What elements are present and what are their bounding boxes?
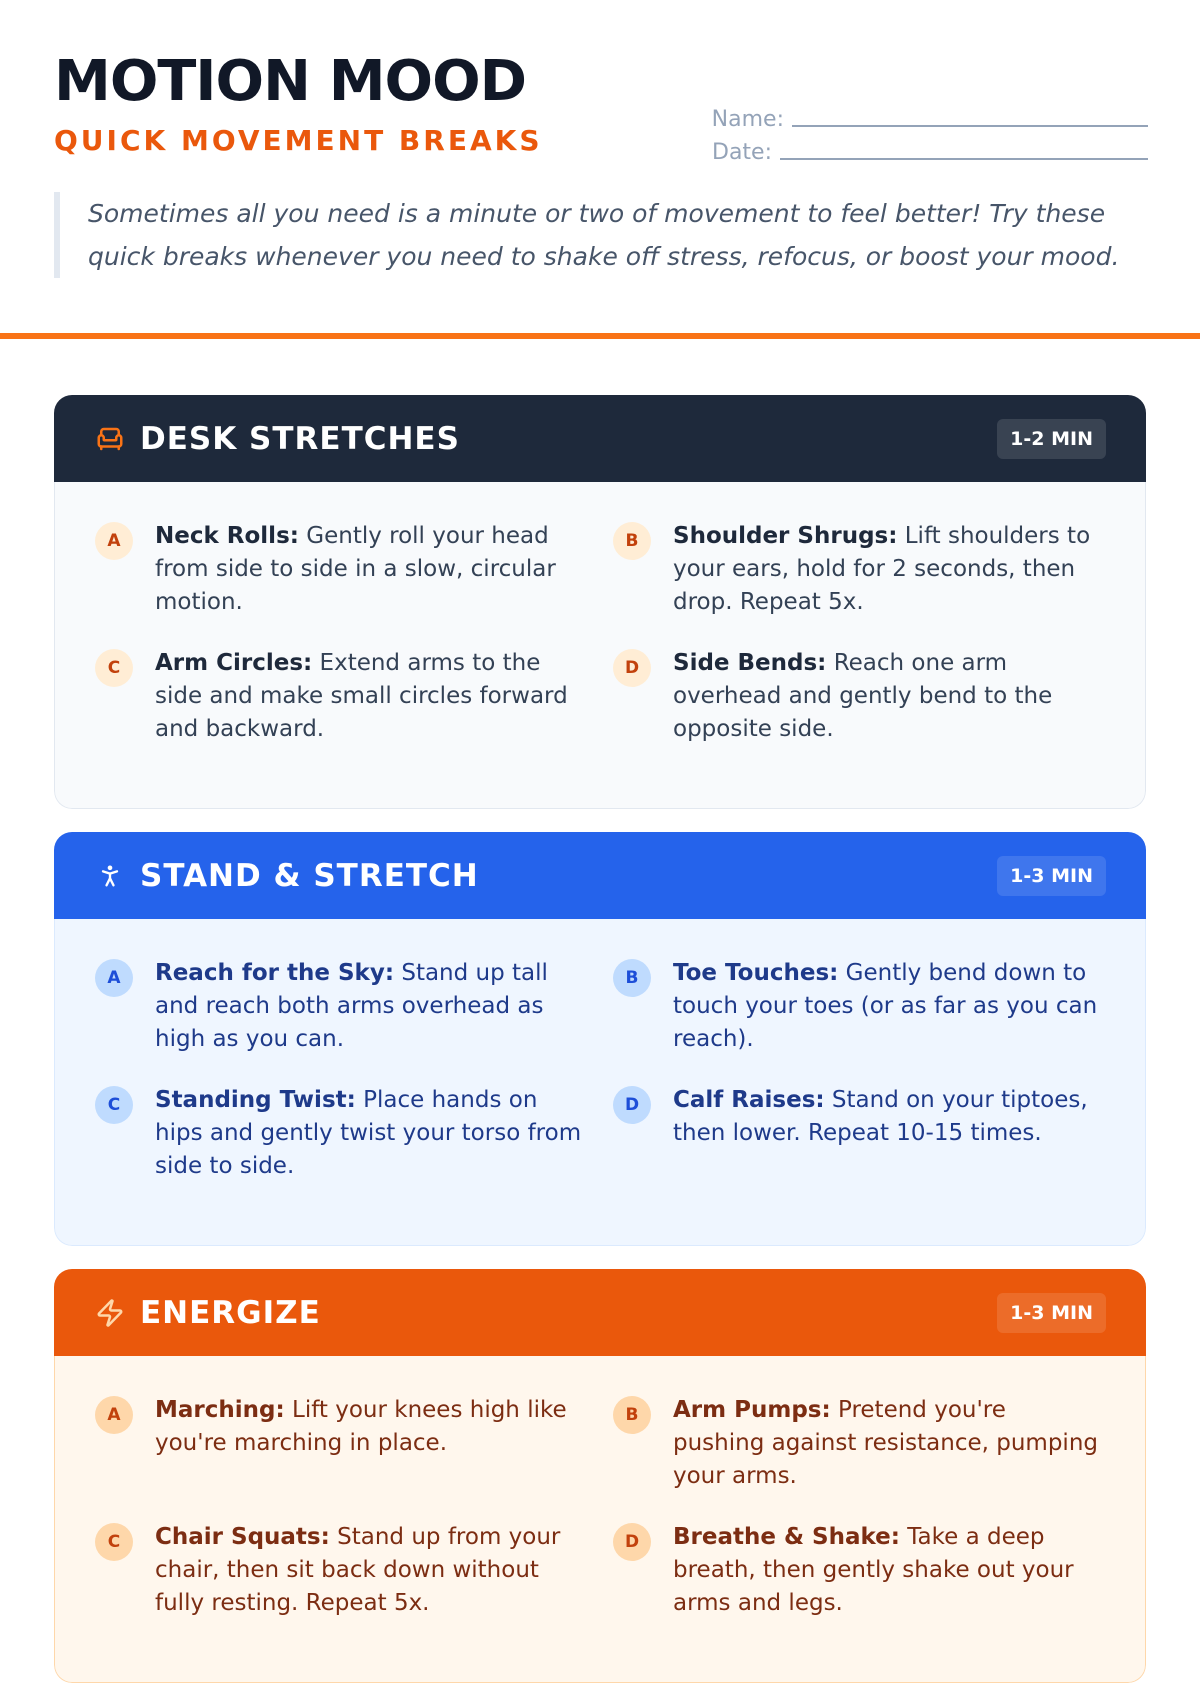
item-description: Gently bend down to touch your toes (or as far as you can reach). (673, 960, 1098, 1052)
item-description: Lift shoulders to your ears, hold for 2 seconds, then drop. Repeat 5x. (673, 523, 1091, 615)
item-name: Standing Twist: (155, 1087, 356, 1113)
item-description: Place hands on hips and gently twist your torso from side to side. (155, 1087, 582, 1179)
name-line[interactable] (792, 125, 1148, 127)
page-header (0, 0, 1200, 338)
section-stand-and-stretch (54, 832, 1146, 1246)
section-header (54, 395, 1146, 482)
duration-badge: 1-3 MIN (997, 1293, 1106, 1333)
duration-badge: 1-2 MIN (997, 419, 1106, 459)
item-letter-badge: B (613, 522, 651, 560)
header-divider (0, 333, 1200, 339)
item-description: Take a deep breath, then gently shake out your arms and legs. (673, 1524, 1074, 1616)
item-letter-badge: A (95, 959, 133, 997)
item-description: Pretend you're pushing against resistance, pumping your arms. (673, 1397, 1098, 1489)
list-item (613, 647, 1131, 774)
item-description: Gently roll your head from side to side in a slow, circular motion. (155, 523, 556, 615)
item-name: Reach for the Sky: (155, 960, 395, 986)
item-letter-badge: B (613, 959, 651, 997)
list-item (95, 1394, 613, 1521)
item-description: Stand up from your chair, then sit back down without fully resting. Repeat 5x. (155, 1524, 561, 1616)
item-description: Lift your knees high like you're marching in place. (155, 1397, 567, 1456)
item-letter-badge: C (95, 1523, 133, 1561)
item-name: Side Bends: (673, 650, 827, 676)
item-letter-badge: D (613, 1523, 651, 1561)
item-text (673, 957, 1103, 1056)
item-text (673, 520, 1103, 619)
item-name: Breathe & Shake: (673, 1524, 900, 1550)
list-item (95, 520, 613, 647)
list-item (95, 1084, 613, 1211)
item-text (673, 1084, 1103, 1150)
section-body (54, 482, 1146, 809)
section-title: STAND & STRETCH (140, 857, 479, 894)
name-field[interactable] (708, 100, 1148, 133)
name-date-fields (708, 100, 1148, 166)
item-name: Calf Raises: (673, 1087, 825, 1113)
page-title: MOTION MOOD (54, 49, 527, 114)
section-title: DESK STRETCHES (140, 420, 460, 457)
date-line[interactable] (780, 158, 1148, 160)
item-text (673, 1394, 1103, 1493)
item-name: Arm Circles: (155, 650, 313, 676)
intro-text: Sometimes all you need is a minute or two of movement to feel better! Try these quick breaks whenever you need to shake off stress, refocus, or boost your mood. (54, 192, 1168, 278)
section-desk-stretches (54, 395, 1146, 809)
item-letter-badge: D (613, 649, 651, 687)
item-text (155, 957, 585, 1056)
item-text (673, 1521, 1103, 1620)
item-text (155, 647, 585, 746)
item-text (155, 520, 585, 619)
list-item (95, 957, 613, 1084)
item-text (155, 1084, 585, 1183)
item-letter-badge: C (95, 1086, 133, 1124)
page-subtitle: QUICK MOVEMENT BREAKS (54, 124, 543, 157)
armchair-icon (94, 423, 126, 455)
list-item (95, 647, 613, 774)
item-letter-badge: A (95, 1396, 133, 1434)
section-energize (54, 1269, 1146, 1683)
date-label: Date: (712, 139, 772, 165)
list-item (613, 1084, 1131, 1211)
item-name: Neck Rolls: (155, 523, 299, 549)
item-name: Arm Pumps: (673, 1397, 831, 1423)
list-item (95, 1521, 613, 1648)
item-description: Stand on your tiptoes, then lower. Repeat 10-15 times. (673, 1087, 1088, 1146)
item-letter-badge: D (613, 1086, 651, 1124)
section-title: ENERGIZE (140, 1294, 321, 1331)
list-item (613, 1521, 1131, 1648)
item-letter-badge: B (613, 1396, 651, 1434)
item-name: Chair Squats: (155, 1524, 330, 1550)
duration-badge: 1-3 MIN (997, 856, 1106, 896)
item-text (155, 1521, 585, 1620)
item-description: Reach one arm overhead and gently bend to the opposite side. (673, 650, 1053, 742)
item-description: Extend arms to the side and make small circles forward and backward. (155, 650, 568, 742)
item-text (155, 1394, 585, 1460)
section-header (54, 1269, 1146, 1356)
name-label: Name: (711, 106, 784, 132)
item-description: Stand up tall and reach both arms overhead as high as you can. (155, 960, 548, 1052)
section-header (54, 832, 1146, 919)
list-item (613, 1394, 1131, 1521)
item-name: Shoulder Shrugs: (673, 523, 898, 549)
item-letter-badge: C (95, 649, 133, 687)
item-letter-badge: A (95, 522, 133, 560)
item-name: Toe Touches: (673, 960, 839, 986)
lightning-icon (94, 1297, 126, 1329)
list-item (613, 957, 1131, 1084)
person-standing-icon (94, 860, 126, 892)
item-name: Marching: (155, 1397, 285, 1423)
section-body (54, 1356, 1146, 1683)
section-body (54, 919, 1146, 1246)
item-text (673, 647, 1103, 746)
date-field[interactable] (708, 133, 1148, 166)
list-item (613, 520, 1131, 647)
